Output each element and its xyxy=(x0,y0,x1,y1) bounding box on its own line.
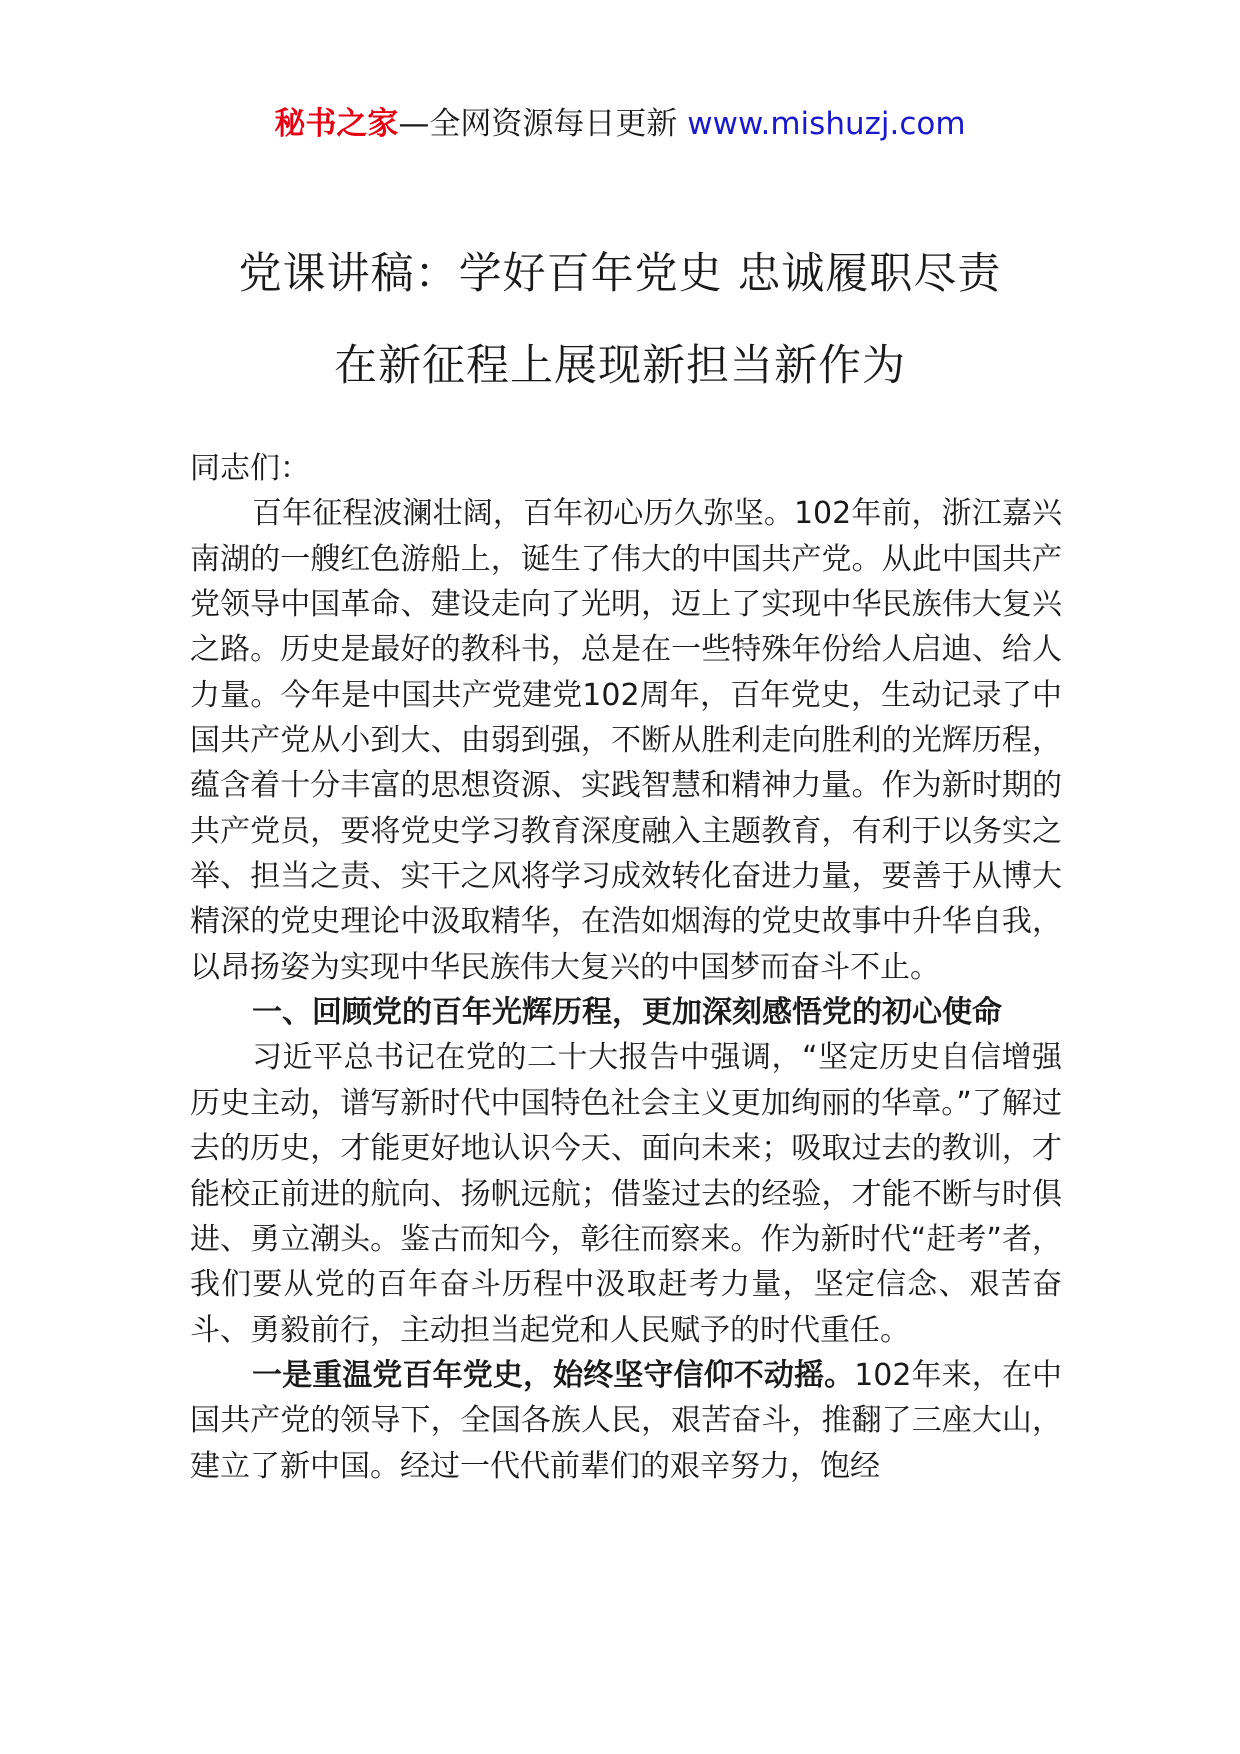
paragraph-point-1 xyxy=(190,1353,1062,1489)
paragraph-section-1: 习近平总书记在党的二十大报告中强调，“坚定历史自信增强历史主动，谱写新时代中国特色社会主义更加绚丽的华章。”了解过去的历史，才能更好地认识今天、面向未来；吸取过去的教训，才能校正前进的航向、扬帆远航；借鉴过去的经验，才能不断与时俱进、勇立潮头。鉴古而知今，彰往而察来。作为新时代“赶考”者，我们要从党的百年奋斗历程中汲取赶考力量，坚定信念、艰苦奋斗、勇毅前行，主动担当起党和人民赋予的时代重任。 xyxy=(190,1040,1062,1348)
document-body xyxy=(190,446,1062,1489)
point-1-text: 102年来，在中国共产党的领导下，全国各族人民，艰苦奋斗，推翻了三座大山，建立了新中国。经过一代代前辈们的艰辛努力，饱经 xyxy=(190,1357,1062,1484)
site-tagline: —全网资源每日更新 xyxy=(398,106,688,142)
site-brand: 秘书之家 xyxy=(274,106,399,142)
point-1-lead: 一是重温党百年党史，始终坚守信仰不动摇。 xyxy=(252,1357,855,1393)
site-header xyxy=(0,100,1240,148)
section-heading-1: 一、回顾党的百年光辉历程，更加深刻感悟党的初心使命 xyxy=(252,995,1002,1031)
title-line-1: 党课讲稿：学好百年党史 忠诚履职尽责 xyxy=(238,249,1002,299)
title-line-2: 在新征程上展现新担当新作为 xyxy=(334,341,906,391)
paragraph-intro: 百年征程波澜壮阔，百年初心历久弥坚。102年前，浙江嘉兴南湖的一艘红色游船上，诞生了伟大的中国共产党。从此中国共产党领导中国革命、建设走向了光明，迈上了实现中华民族伟大复兴之路。历史是最好的教科书，总是在一些特殊年份给人启迪、给人力量。今年是中国共产党建党102周年，百年党史，生动记录了中国共产党从小到大、由弱到强，不断从胜利走向胜利的光辉历程，蕴含着十分丰富的思想资源、实践智慧和精神力量。作为新时期的共产党员，要将党史学习教育深度融入主题教育，有利于以务实之举、担当之责、实干之风将学习成效转化奋进力量，要善于从博大精深的党史理论中汲取精华，在浩如烟海的党史故事中升华自我，以昂扬姿为实现中华民族伟大复兴的中国梦而奋斗不止。 xyxy=(190,496,1062,985)
salutation: 同志们： xyxy=(190,451,310,486)
document-title xyxy=(0,228,1240,412)
site-url-link[interactable]: www.mishuzj.com xyxy=(687,106,966,142)
